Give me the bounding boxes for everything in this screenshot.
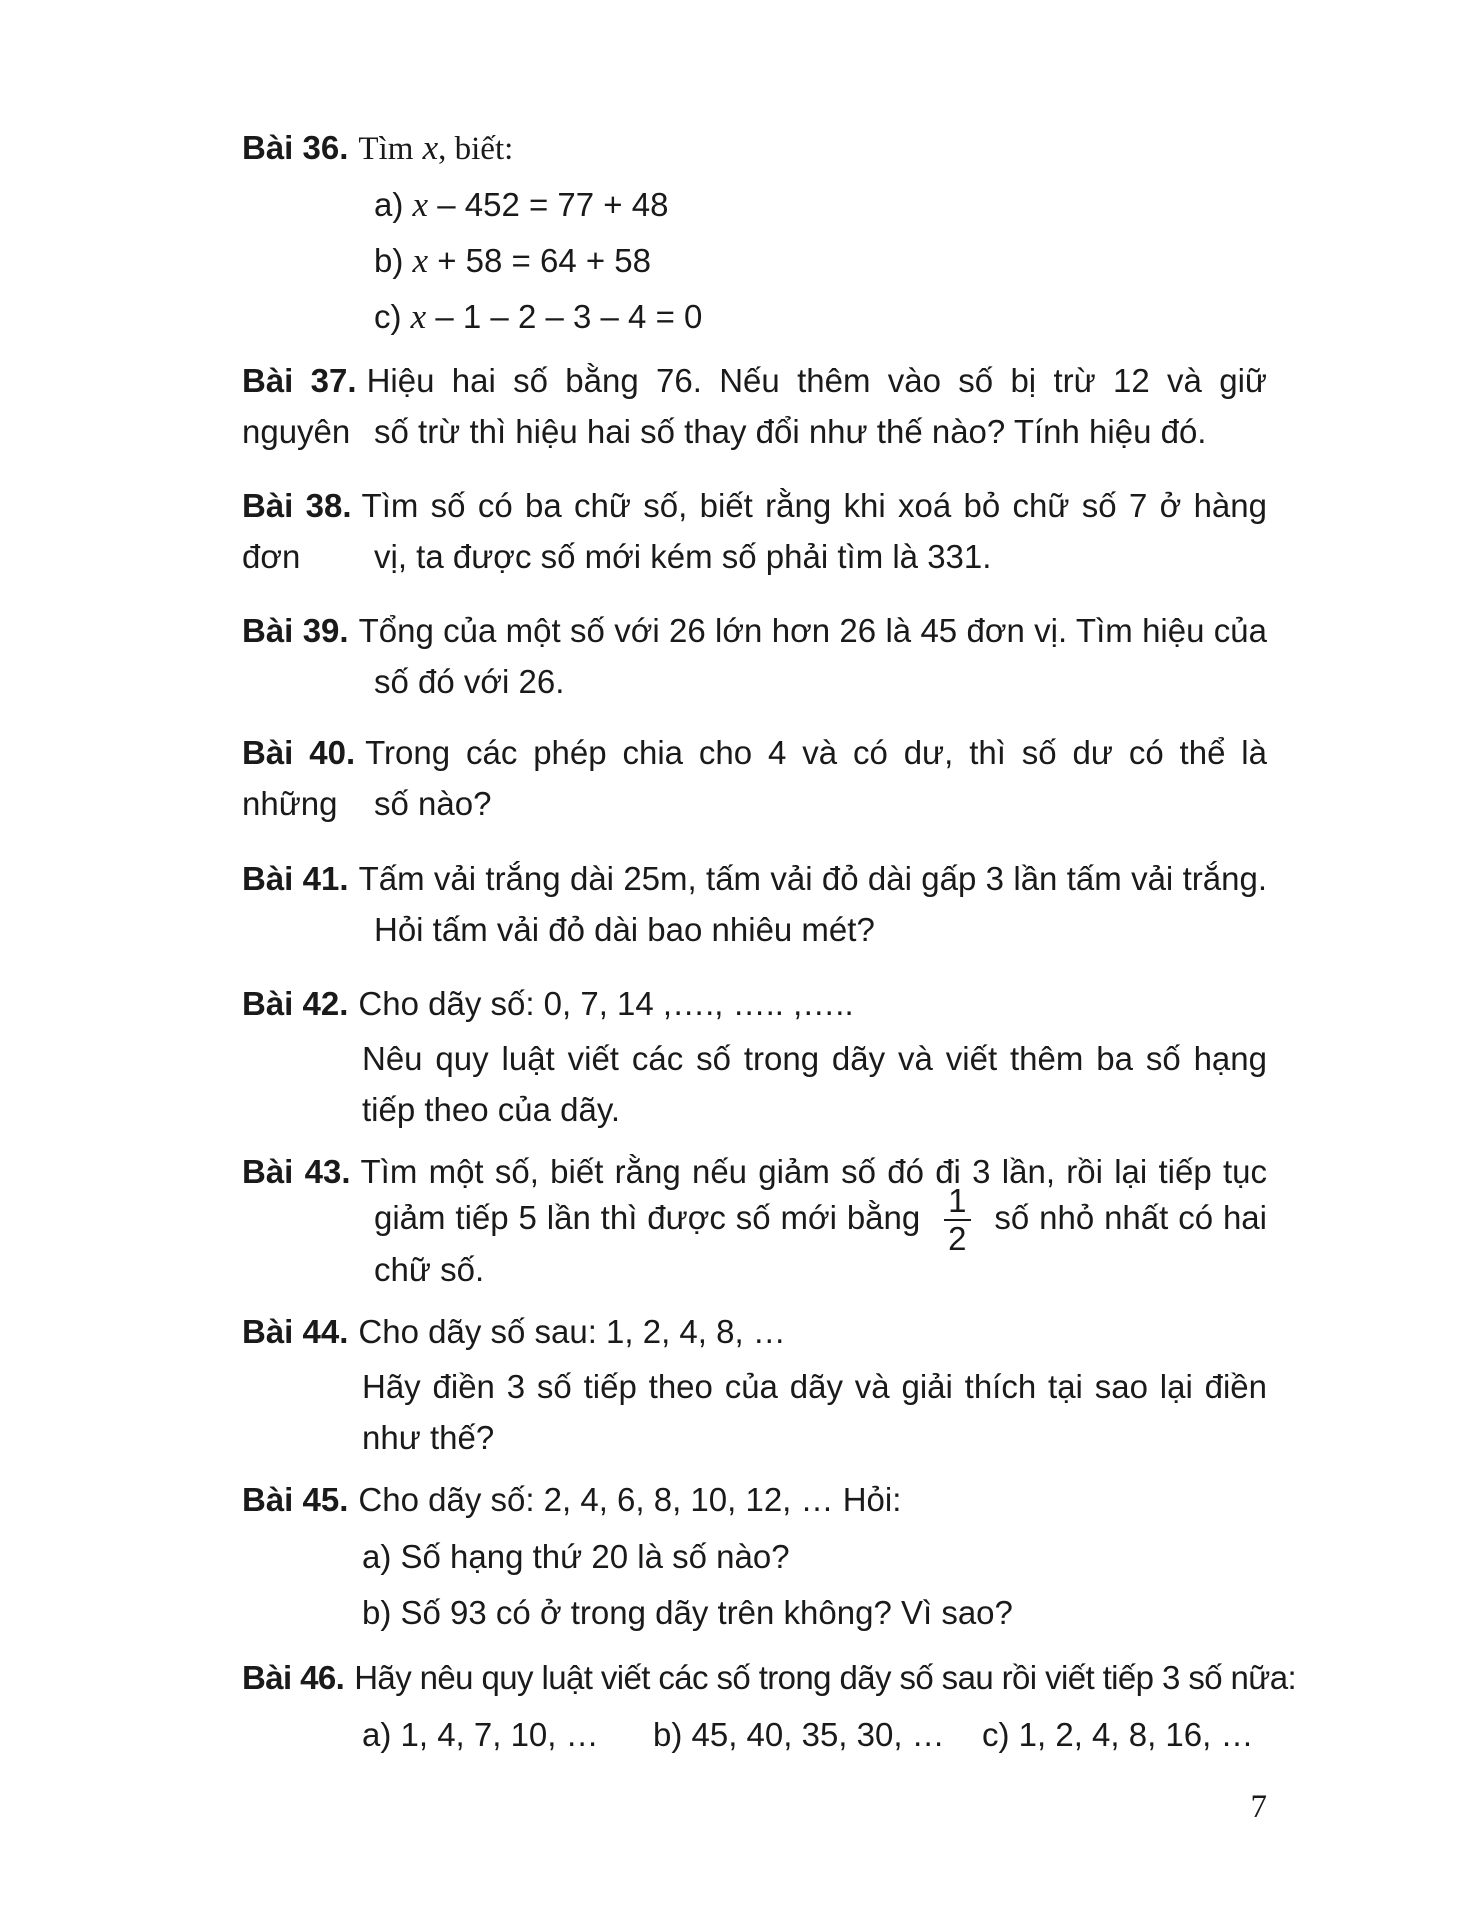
exercise-44-line-3: như thế?: [362, 1419, 495, 1456]
exercise-45: [242, 1474, 1267, 1644]
page-number: 7: [1250, 1789, 1267, 1825]
exercise-43-line-1: Tìm một số, biết rằng nếu giảm số đó đi 3 lần, rồi lại tiếp tục: [360, 1153, 1267, 1190]
exercise-46-part-a: a) 1, 4, 7, 10, …: [362, 1716, 599, 1753]
exercise-40-heading: Bài 40.: [242, 734, 356, 771]
exercise-39: [242, 605, 1267, 715]
exercise-36: [242, 122, 1267, 336]
exercise-46-heading: Bài 46.: [242, 1659, 345, 1696]
exercise-41-line-2: Hỏi tấm vải đỏ dài bao nhiêu mét?: [374, 911, 875, 948]
fraction-numerator: 1: [944, 1183, 970, 1221]
exercise-43-line-3: chữ số.: [374, 1251, 485, 1288]
part-label: c): [374, 298, 402, 335]
exercise-36-part-a: [374, 179, 668, 230]
exercise-44-line-1: Cho dãy số sau: 1, 2, 4, 8, …: [358, 1313, 786, 1350]
exercise-46-part-b: b) 45, 40, 35, 30, …: [653, 1716, 945, 1753]
variable-x: x: [410, 297, 427, 336]
exercise-42-line-3: tiếp theo của dãy.: [362, 1091, 621, 1128]
exercise-36-prompt-lead: Tìm: [358, 131, 414, 167]
exercise-44-heading: Bài 44.: [242, 1313, 349, 1350]
exercise-46-part-c: c) 1, 2, 4, 8, 16, …: [982, 1716, 1254, 1753]
exercise-43-line-2a: giảm tiếp 5 lần thì được số mới bằng: [374, 1199, 921, 1236]
exercise-37-heading: Bài 37.: [242, 362, 357, 399]
variable-x: x: [412, 185, 429, 224]
exercise-39-line-1: Tổng của một số với 26 lớn hơn 26 là 45 đơn vị. Tìm hiệu của: [358, 612, 1268, 649]
exercise-43-heading: Bài 43.: [242, 1153, 351, 1190]
exercise-37: [242, 355, 1267, 465]
exercise-39-heading: Bài 39.: [242, 612, 349, 649]
exercise-44-line-2: Hãy điền 3 số tiếp theo của dãy và giải thích tại sao lại điền: [362, 1368, 1267, 1405]
exercise-38-heading: Bài 38.: [242, 487, 352, 524]
exercise-40-line-1: Trong các phép chia cho 4 và có dư, thì số dư có thể là những: [242, 734, 1267, 822]
exercise-46: [242, 1652, 1297, 1772]
variable-x: x: [412, 241, 429, 280]
exercise-36-part-c: [374, 291, 702, 342]
exercise-36-part-b: [374, 235, 651, 286]
exercise-36-heading: Bài 36.: [242, 129, 349, 166]
exercise-39-line-2: số đó với 26.: [374, 663, 565, 700]
exercise-45-part-a: a) Số hạng thứ 20 là số nào?: [362, 1538, 790, 1575]
exercise-41-heading: Bài 41.: [242, 860, 349, 897]
variable-x: x: [422, 128, 439, 167]
exercise-40: [242, 727, 1267, 837]
exercise-42-line-2: Nêu quy luật viết các số trong dãy và viết thêm ba số hạng: [362, 1040, 1267, 1077]
exercise-40-line-2: số nào?: [374, 785, 492, 822]
exercise-41: [242, 853, 1267, 963]
exercise-41-line-1: Tấm vải trắng dài 25m, tấm vải đỏ dài gấp 3 lần tấm vải trắng.: [358, 860, 1267, 897]
exercise-42: [242, 978, 1267, 1138]
exercise-38-line-1: Tìm số có ba chữ số, biết rằng khi xoá bỏ chữ số 7 ở hàng đơn: [242, 487, 1267, 575]
exercise-43-line-2b: số nhỏ nhất có hai: [994, 1199, 1267, 1236]
exercise-46-line-1: Hãy nêu quy luật viết các số trong dãy số sau rồi viết tiếp 3 số nữa:: [354, 1659, 1297, 1696]
exercise-42-heading: Bài 42.: [242, 985, 349, 1022]
exercise-45-heading: Bài 45.: [242, 1481, 349, 1518]
exercise-37-line-1: Hiệu hai số bằng 76. Nếu thêm vào số bị trừ 12 và giữ nguyên: [242, 362, 1268, 450]
equation-text: – 452 = 77 + 48: [437, 186, 669, 223]
equation-text: + 58 = 64 + 58: [437, 242, 652, 279]
exercise-42-line-1: Cho dãy số: 0, 7, 14 ,…., ….. ,…..: [358, 985, 854, 1022]
fraction-denominator: 2: [948, 1220, 967, 1258]
exercise-37-line-2: số trừ thì hiệu hai số thay đổi như thế nào? Tính hiệu đó.: [374, 413, 1207, 450]
exercise-45-line-1: Cho dãy số: 2, 4, 6, 8, 10, 12, … Hỏi:: [358, 1481, 902, 1518]
equation-text: – 1 – 2 – 3 – 4 = 0: [435, 298, 703, 335]
part-label: a): [374, 186, 404, 223]
exercise-38-line-2: vị, ta được số mới kém số phải tìm là 331.: [374, 538, 992, 575]
exercise-43: [242, 1146, 1267, 1296]
exercise-36-prompt-tail: , biết:: [438, 131, 514, 167]
exercise-45-part-b: b) Số 93 có ở trong dãy trên không? Vì sao?: [362, 1594, 1013, 1631]
part-label: b): [374, 242, 404, 279]
exercise-38: [242, 480, 1267, 590]
exercise-44: [242, 1306, 1267, 1466]
